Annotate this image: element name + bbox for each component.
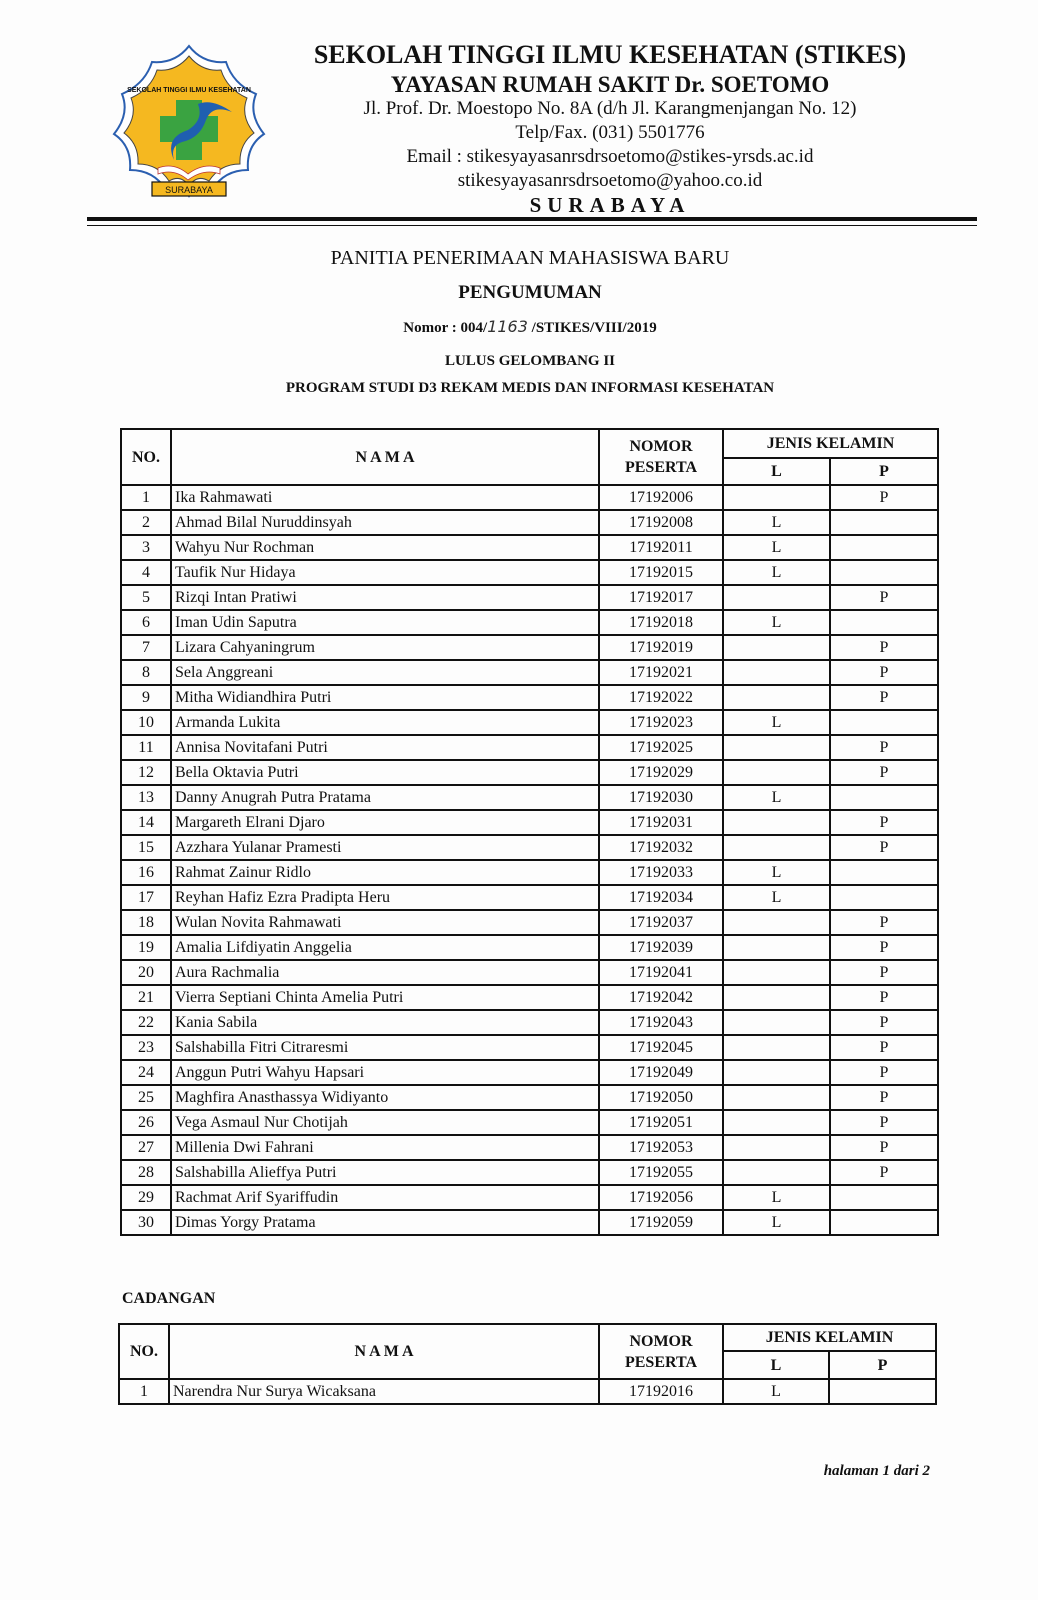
row-number: 22 [121, 1010, 171, 1035]
gender-l [723, 685, 830, 710]
announcement-subtitle: LULUS GELOMBANG II [444, 353, 616, 369]
gender-p: P [830, 1085, 938, 1110]
gender-p: P [830, 685, 938, 710]
graduates-table [120, 428, 939, 1236]
gender-p: P [830, 910, 938, 935]
row-number: 7 [121, 635, 171, 660]
student-name: Vega Asmaul Nur Chotijah [171, 1110, 599, 1135]
table-row [121, 710, 938, 735]
student-name: Wahyu Nur Rochman [171, 535, 599, 560]
student-name: Azzhara Yulanar Pramesti [171, 835, 599, 860]
gender-l [723, 585, 830, 610]
student-name: Margareth Elrani Djaro [171, 810, 599, 835]
participant-number: 17192018 [599, 610, 723, 635]
row-number: 10 [121, 710, 171, 735]
participant-number: 17192011 [599, 535, 723, 560]
student-name: Annisa Novitafani Putri [171, 735, 599, 760]
gender-p: P [830, 1060, 938, 1085]
header-nomor-peserta: NOMOR PESERTA [599, 429, 723, 485]
gender-p [830, 510, 938, 535]
gender-l [723, 485, 830, 510]
table-row [121, 1160, 938, 1185]
gender-p: P [830, 485, 938, 510]
participant-number: 17192051 [599, 1110, 723, 1135]
row-number: 19 [121, 935, 171, 960]
table-row [121, 785, 938, 810]
gender-p [830, 1185, 938, 1210]
gender-l [723, 1060, 830, 1085]
student-name: Reyhan Hafiz Ezra Pradipta Heru [171, 885, 599, 910]
table-row [121, 860, 938, 885]
participant-number: 17192037 [599, 910, 723, 935]
row-number: 28 [121, 1160, 171, 1185]
gender-p: P [830, 1160, 938, 1185]
svg-text:SEKOLAH TINGGI ILMU KESEHATAN: SEKOLAH TINGGI ILMU KESEHATAN [127, 87, 251, 94]
announcement-title: PENGUMUMAN [458, 282, 602, 303]
gender-l [723, 635, 830, 660]
header-l: L [723, 458, 830, 485]
number-prefix: 004/ [460, 320, 488, 336]
table-row [121, 510, 938, 535]
city: SURABAYA [529, 193, 691, 217]
table-row [121, 1010, 938, 1035]
gender-l [723, 735, 830, 760]
gender-p [830, 860, 938, 885]
student-name: Danny Anugrah Putra Pratama [171, 785, 599, 810]
table-row [121, 735, 938, 760]
gender-l [723, 910, 830, 935]
participant-number: 17192029 [599, 760, 723, 785]
table-row [121, 1085, 938, 1110]
row-number: 18 [121, 910, 171, 935]
email-secondary: stikesyayasanrsdrsoetomo@yahoo.co.id [457, 170, 763, 191]
table-row [121, 935, 938, 960]
participant-number: 17192008 [599, 510, 723, 535]
participant-number: 17192017 [599, 585, 723, 610]
row-number: 9 [121, 685, 171, 710]
header-p: P [830, 458, 938, 485]
gender-l [723, 835, 830, 860]
table-row [121, 485, 938, 510]
participant-number: 17192019 [599, 635, 723, 660]
study-program: PROGRAM STUDI D3 REKAM MEDIS DAN INFORMASI KESEHATAN [285, 380, 775, 396]
participant-number: 17192043 [599, 1010, 723, 1035]
row-number: 3 [121, 535, 171, 560]
table-row [121, 685, 938, 710]
table-row [121, 960, 938, 985]
gender-p [830, 1210, 938, 1235]
document-number [230, 317, 830, 337]
table-row [121, 535, 938, 560]
gender-p [830, 785, 938, 810]
header-no: NO. [119, 1324, 169, 1379]
svg-text:SURABAYA: SURABAYA [165, 185, 213, 195]
participant-number: 17192030 [599, 785, 723, 810]
participant-number: 17192049 [599, 1060, 723, 1085]
phone: Telp/Fax. (031) 5501776 [515, 122, 705, 143]
page-indicator: halaman 1 dari 2 [823, 1463, 930, 1479]
header-p: P [829, 1351, 936, 1379]
gender-l: L [723, 1185, 830, 1210]
gender-p [830, 885, 938, 910]
student-name: Millenia Dwi Fahrani [171, 1135, 599, 1160]
table-row [121, 1060, 938, 1085]
student-name: Anggun Putri Wahyu Hapsari [171, 1060, 599, 1085]
row-number: 30 [121, 1210, 171, 1235]
gender-p [830, 610, 938, 635]
participant-number: 17192041 [599, 960, 723, 985]
participant-number: 17192016 [599, 1379, 723, 1404]
foundation-name: YAYASAN RUMAH SAKIT Dr. SOETOMO [390, 72, 830, 97]
participant-number: 17192023 [599, 710, 723, 735]
table-row [121, 1135, 938, 1160]
student-name: Maghfira Anasthassya Widiyanto [171, 1085, 599, 1110]
student-name: Narendra Nur Surya Wicaksana [169, 1379, 599, 1404]
gender-l: L [723, 510, 830, 535]
participant-number: 17192032 [599, 835, 723, 860]
student-name: Mitha Widiandhira Putri [171, 685, 599, 710]
gender-l: L [723, 710, 830, 735]
row-number: 13 [121, 785, 171, 810]
student-name: Ahmad Bilal Nuruddinsyah [171, 510, 599, 535]
gender-p: P [830, 635, 938, 660]
student-name: Ika Rahmawati [171, 485, 599, 510]
row-number: 2 [121, 510, 171, 535]
gender-l [723, 1110, 830, 1135]
row-number: 14 [121, 810, 171, 835]
gender-l: L [723, 560, 830, 585]
header-jenis-kelamin: JENIS KELAMIN [723, 429, 938, 458]
gender-p: P [830, 1135, 938, 1160]
participant-number: 17192039 [599, 935, 723, 960]
participant-number: 17192045 [599, 1035, 723, 1060]
gender-l [723, 1135, 830, 1160]
email-primary: Email : stikesyayasanrsdrsoetomo@stikes-yrsds.ac.id [406, 146, 814, 167]
gender-p: P [830, 585, 938, 610]
table-row [121, 660, 938, 685]
student-name: Bella Oktavia Putri [171, 760, 599, 785]
participant-number: 17192025 [599, 735, 723, 760]
row-number: 17 [121, 885, 171, 910]
participant-number: 17192055 [599, 1160, 723, 1185]
gender-l [723, 660, 830, 685]
table-row [121, 810, 938, 835]
institution-name: SEKOLAH TINGGI ILMU KESEHATAN (STIKES) [313, 40, 907, 69]
header-nomor-peserta: NOMOR PESERTA [599, 1324, 723, 1379]
gender-p: P [830, 1010, 938, 1035]
reserve-table [118, 1323, 937, 1405]
participant-number: 17192059 [599, 1210, 723, 1235]
gender-p [830, 710, 938, 735]
gender-p: P [830, 985, 938, 1010]
table-row [119, 1379, 936, 1404]
gender-l [723, 985, 830, 1010]
gender-p: P [830, 760, 938, 785]
student-name: Dimas Yorgy Pratama [171, 1210, 599, 1235]
gender-l: L [723, 860, 830, 885]
table-row [121, 560, 938, 585]
student-name: Amalia Lifdiyatin Anggelia [171, 935, 599, 960]
participant-number: 17192015 [599, 560, 723, 585]
student-name: Kania Sabila [171, 1010, 599, 1035]
student-name: Aura Rachmalia [171, 960, 599, 985]
table-row [121, 885, 938, 910]
student-name: Vierra Septiani Chinta Amelia Putri [171, 985, 599, 1010]
table-row [121, 1035, 938, 1060]
divider-thick [87, 217, 977, 221]
row-number: 27 [121, 1135, 171, 1160]
gender-l [723, 935, 830, 960]
table-row [121, 1185, 938, 1210]
row-number: 1 [119, 1379, 169, 1404]
gender-l [723, 760, 830, 785]
gender-p [829, 1379, 936, 1404]
student-name: Taufik Nur Hidaya [171, 560, 599, 585]
row-number: 1 [121, 485, 171, 510]
gender-p: P [830, 660, 938, 685]
gender-l: L [723, 785, 830, 810]
row-number: 26 [121, 1110, 171, 1135]
row-number: 15 [121, 835, 171, 860]
participant-number: 17192033 [599, 860, 723, 885]
participant-number: 17192031 [599, 810, 723, 835]
header-l: L [723, 1351, 829, 1379]
stikes-logo-icon [108, 42, 270, 214]
table-row [121, 760, 938, 785]
gender-l: L [723, 535, 830, 560]
gender-p: P [830, 735, 938, 760]
participant-number: 17192022 [599, 685, 723, 710]
gender-l: L [723, 885, 830, 910]
table-row [121, 910, 938, 935]
row-number: 29 [121, 1185, 171, 1210]
committee-name: PANITIA PENERIMAAN MAHASISWA BARU [330, 247, 730, 269]
gender-l [723, 810, 830, 835]
row-number: 12 [121, 760, 171, 785]
participant-number: 17192050 [599, 1085, 723, 1110]
student-name: Rahmat Zainur Ridlo [171, 860, 599, 885]
number-suffix: /STIKES/VIII/2019 [531, 320, 657, 336]
gender-l: L [723, 1379, 829, 1404]
header-no: NO. [121, 429, 171, 485]
table-row [121, 1110, 938, 1135]
gender-p [830, 535, 938, 560]
gender-p: P [830, 935, 938, 960]
gender-p: P [830, 1035, 938, 1060]
table-row [121, 985, 938, 1010]
row-number: 20 [121, 960, 171, 985]
row-number: 21 [121, 985, 171, 1010]
number-label: Nomor : [403, 320, 457, 336]
table-row [121, 610, 938, 635]
student-name: Salshabilla Alieffya Putri [171, 1160, 599, 1185]
gender-p: P [830, 810, 938, 835]
gender-l [723, 1160, 830, 1185]
gender-l [723, 960, 830, 985]
participant-number: 17192056 [599, 1185, 723, 1210]
participant-number: 17192021 [599, 660, 723, 685]
address: Jl. Prof. Dr. Moestopo No. 8A (d/h Jl. Karangmenjangan No. 12) [363, 98, 857, 119]
row-number: 4 [121, 560, 171, 585]
gender-p: P [830, 1110, 938, 1135]
row-number: 24 [121, 1060, 171, 1085]
student-name: Rachmat Arif Syariffudin [171, 1185, 599, 1210]
header-nama: N A M A [169, 1324, 599, 1379]
student-name: Rizqi Intan Pratiwi [171, 585, 599, 610]
row-number: 5 [121, 585, 171, 610]
row-number: 8 [121, 660, 171, 685]
participant-number: 17192042 [599, 985, 723, 1010]
header-nama: N A M A [171, 429, 599, 485]
gender-l: L [723, 610, 830, 635]
student-name: Salshabilla Fitri Citraresmi [171, 1035, 599, 1060]
gender-l [723, 1035, 830, 1060]
student-name: Iman Udin Saputra [171, 610, 599, 635]
table-row [121, 585, 938, 610]
participant-number: 17192053 [599, 1135, 723, 1160]
row-number: 6 [121, 610, 171, 635]
row-number: 11 [121, 735, 171, 760]
student-name: Sela Anggreani [171, 660, 599, 685]
table-row [121, 835, 938, 860]
row-number: 23 [121, 1035, 171, 1060]
header-jenis-kelamin: JENIS KELAMIN [723, 1324, 936, 1351]
gender-p: P [830, 960, 938, 985]
gender-l [723, 1085, 830, 1110]
divider-thin [87, 225, 977, 226]
number-handwritten: 1163 [487, 317, 528, 336]
student-name: Lizara Cahyaningrum [171, 635, 599, 660]
student-name: Wulan Novita Rahmawati [171, 910, 599, 935]
student-name: Armanda Lukita [171, 710, 599, 735]
row-number: 16 [121, 860, 171, 885]
participant-number: 17192034 [599, 885, 723, 910]
gender-l [723, 1010, 830, 1035]
table-row [121, 635, 938, 660]
gender-p: P [830, 835, 938, 860]
table-row [121, 1210, 938, 1235]
row-number: 25 [121, 1085, 171, 1110]
gender-l: L [723, 1210, 830, 1235]
participant-number: 17192006 [599, 485, 723, 510]
gender-p [830, 560, 938, 585]
reserve-title: CADANGAN [122, 1290, 216, 1307]
